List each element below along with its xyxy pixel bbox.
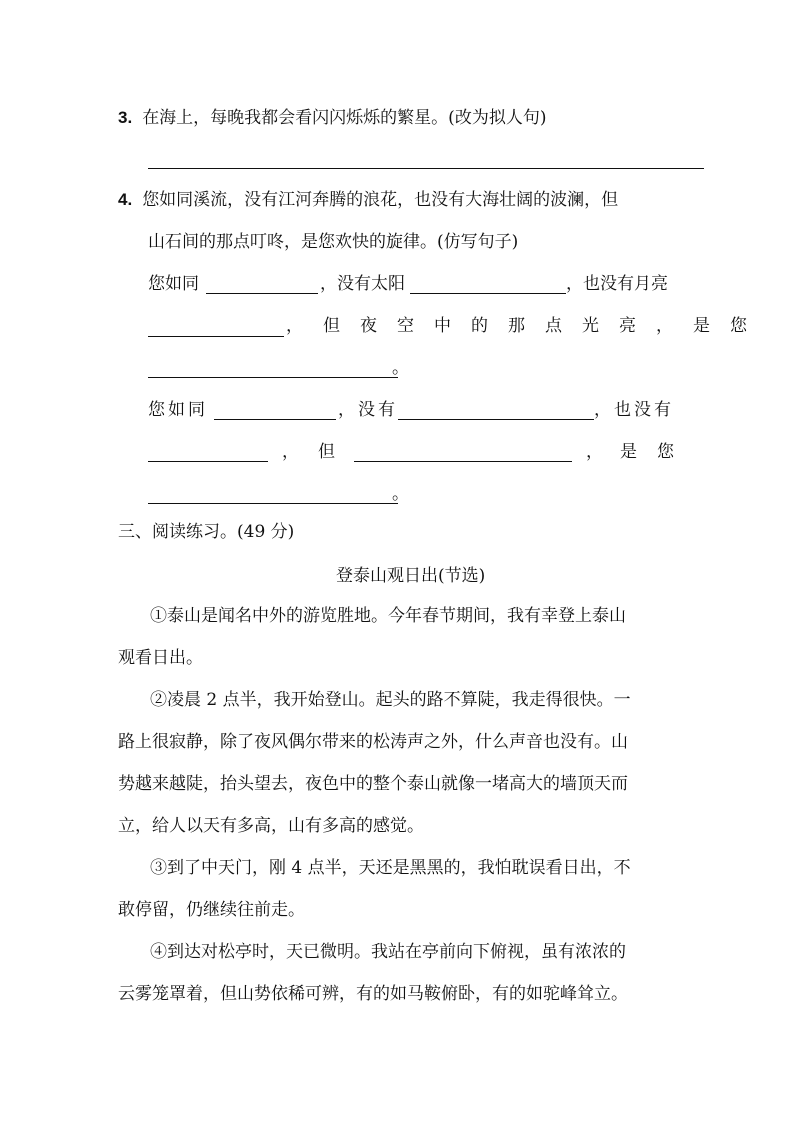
fill2-blank2[interactable]: [398, 419, 594, 420]
fill2-part4a: ，: [282, 442, 299, 462]
fill2-blank5[interactable]: [148, 503, 398, 504]
fill2-part3: ，也没有: [594, 400, 674, 420]
question-3-text: 在海上，每晚我都会看闪闪烁烁的繁星。(改为拟人句): [142, 108, 547, 128]
passage-p1-line2: 观看日出。: [118, 648, 203, 668]
fill2-part5a: ，: [586, 442, 603, 462]
question-4-number: 4.: [118, 190, 133, 209]
fill1-part3: ，也没有月亮: [566, 274, 668, 294]
fill2-blank4[interactable]: [354, 461, 572, 462]
fill2-blank1[interactable]: [214, 419, 336, 420]
question-3-number: 3.: [118, 108, 133, 127]
passage-p2-line4: 立，给人以天有多高，山有多高的感觉。: [118, 816, 424, 836]
passage-p2-line3: 势越来越陡，抬头望去，夜色中的整个泰山就像一堵高大的墙顶天而: [118, 774, 628, 794]
question-4-line1: 您如同溪流，没有江河奔腾的浪花，也没有大海壮阔的波澜，但: [142, 190, 619, 210]
passage-p2-line1: ②凌晨 2 点半，我开始登山。起头的路不算陡，我走得很快。一: [150, 690, 631, 710]
fill2-part1: 您如同: [148, 400, 208, 420]
section-heading: 三、阅读练习。(49 分): [118, 522, 295, 542]
fill2-part5b: 是您: [620, 442, 694, 462]
passage-p3-line2: 敢停留，仍继续往前走。: [118, 900, 305, 920]
fill1-part2: ，没有太阳: [320, 274, 405, 294]
fill1-blank3[interactable]: [148, 336, 284, 337]
fill2-part4b: 但: [318, 442, 335, 462]
fill2-part2: ，没有: [338, 400, 398, 420]
fill1-blank4[interactable]: [148, 377, 398, 378]
fill1-blank1[interactable]: [206, 293, 318, 294]
answer-line-q3[interactable]: [148, 168, 704, 169]
fill2-blank3[interactable]: [148, 461, 268, 462]
fill1-part4: ，但夜空中的那点光亮，是您: [286, 316, 767, 336]
question-4-line2: 山石间的那点叮咚，是您欢快的旋律。(仿写句子): [148, 232, 519, 252]
passage-title: 登泰山观日出(节选): [336, 566, 486, 586]
fill2-end: 。: [392, 484, 409, 504]
fill1-end: 。: [392, 358, 409, 378]
question-3: [118, 106, 546, 130]
fill1-blank2[interactable]: [410, 293, 566, 294]
passage-p3-line1: ③到了中天门，刚 4 点半，天还是黑黑的，我怕耽误看日出，不: [150, 858, 631, 878]
question-4: [118, 188, 618, 212]
passage-p1-line1: ①泰山是闻名中外的游览胜地。今年春节期间，我有幸登上泰山: [150, 606, 626, 626]
passage-p4-line1: ④到达对松亭时，天已微明。我站在亭前向下俯视，虽有浓浓的: [150, 942, 626, 962]
fill1-part1: 您如同: [148, 274, 199, 294]
passage-p4-line2: 云雾笼罩着，但山势依稀可辨，有的如马鞍俯卧，有的如驼峰耸立。: [118, 984, 628, 1004]
passage-p2-line2: 路上很寂静，除了夜风偶尔带来的松涛声之外，什么声音也没有。山: [118, 732, 628, 752]
